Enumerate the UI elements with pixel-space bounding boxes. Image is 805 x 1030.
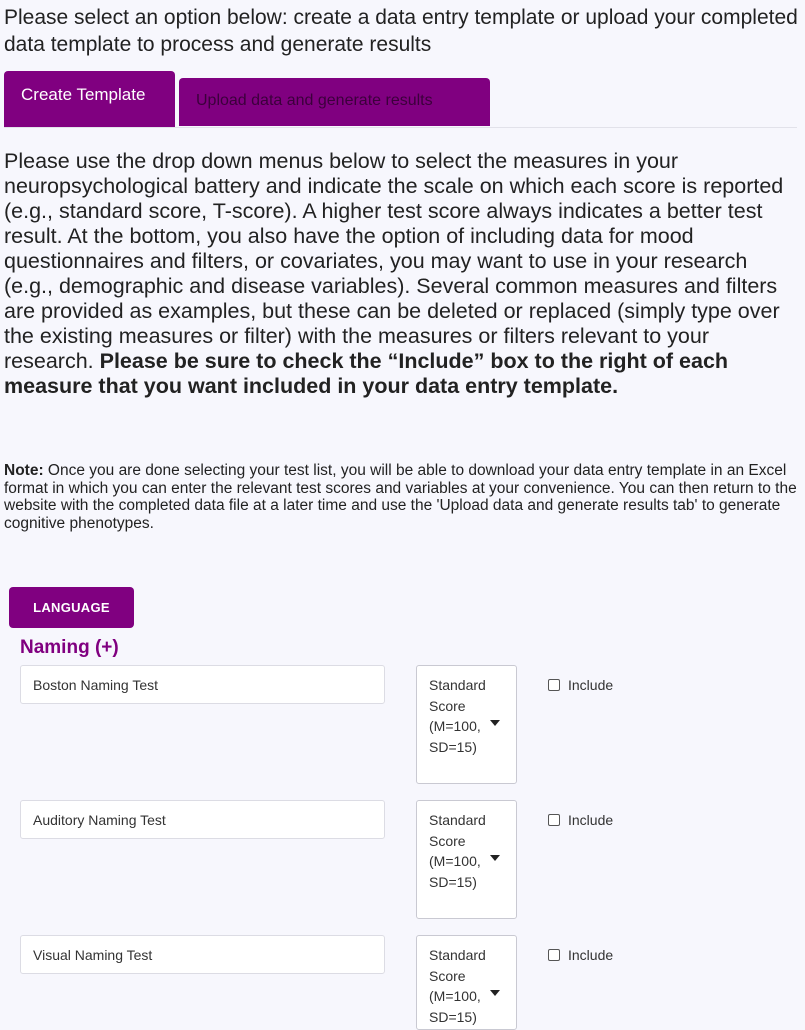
measure-row <box>0 800 805 920</box>
caret-down-icon <box>490 990 500 996</box>
instructions-emphasis: Please be sure to check the “Include” box to the right of each measure that you want included in your data entry template. <box>4 349 729 398</box>
scale-select[interactable] <box>416 800 517 919</box>
include-label: Include <box>568 947 614 963</box>
tab-bar <box>4 71 797 128</box>
measure-name-input[interactable] <box>20 935 385 974</box>
note-body: Once you are done selecting your test list, you will be able to download your data entry template in an Excel format in which you can enter the relevant test scores and variables at your convenience. You can then return to the website with the completed data file at a later time and use the 'Upload data and generate results tab' to generate cognitive phenotypes. <box>4 462 797 532</box>
measure-row <box>0 665 805 785</box>
scale-select-value: Standard Score (M=100, SD=15) <box>429 677 486 755</box>
tab-upload-data[interactable]: Upload data and generate results <box>179 78 490 126</box>
include-checkbox[interactable] <box>548 679 560 691</box>
note-label: Note: <box>4 462 44 479</box>
include-label: Include <box>568 677 614 693</box>
include-checkbox[interactable] <box>548 814 560 826</box>
caret-down-icon <box>490 855 500 861</box>
scale-select-value: Standard Score (M=100, SD=15) <box>429 812 486 890</box>
note-text <box>4 462 802 532</box>
page-intro: Please select an option below: create a data entry template or upload your completed data template to process and generate results <box>4 6 798 56</box>
scale-select[interactable] <box>416 665 517 784</box>
scale-select-value: Standard Score (M=100, SD=15) <box>429 947 486 1025</box>
measure-row <box>0 935 805 1025</box>
instructions-text <box>4 149 802 399</box>
scale-select[interactable] <box>416 935 517 1030</box>
measure-name-input[interactable] <box>20 800 385 839</box>
include-label: Include <box>568 812 614 828</box>
language-domain-button[interactable]: LANGUAGE <box>9 587 134 628</box>
tab-create-template[interactable]: Create Template <box>4 71 175 127</box>
caret-down-icon <box>490 720 500 726</box>
include-option <box>548 677 613 693</box>
measure-name-input[interactable] <box>20 665 385 704</box>
instructions-body: Please use the drop down menus below to select the measures in your neuropsychological battery and indicate the scale on which each score is reported (e.g., standard score, T-score). A higher test score always indicates a better test result. At the bottom, you also have the option of including data for mood questionnaires and filters, or covariates, you may want to use in your research (e.g., demographic and disease variables). Several common measures and filters are provided as examples, but these can be deleted or replaced (simply type over the existing measures or filter) with the measures or filters relevant to your research. <box>4 149 784 373</box>
naming-section-title[interactable]: Naming (+) <box>20 637 119 658</box>
include-option <box>548 812 613 828</box>
include-option <box>548 947 613 963</box>
include-checkbox[interactable] <box>548 949 560 961</box>
